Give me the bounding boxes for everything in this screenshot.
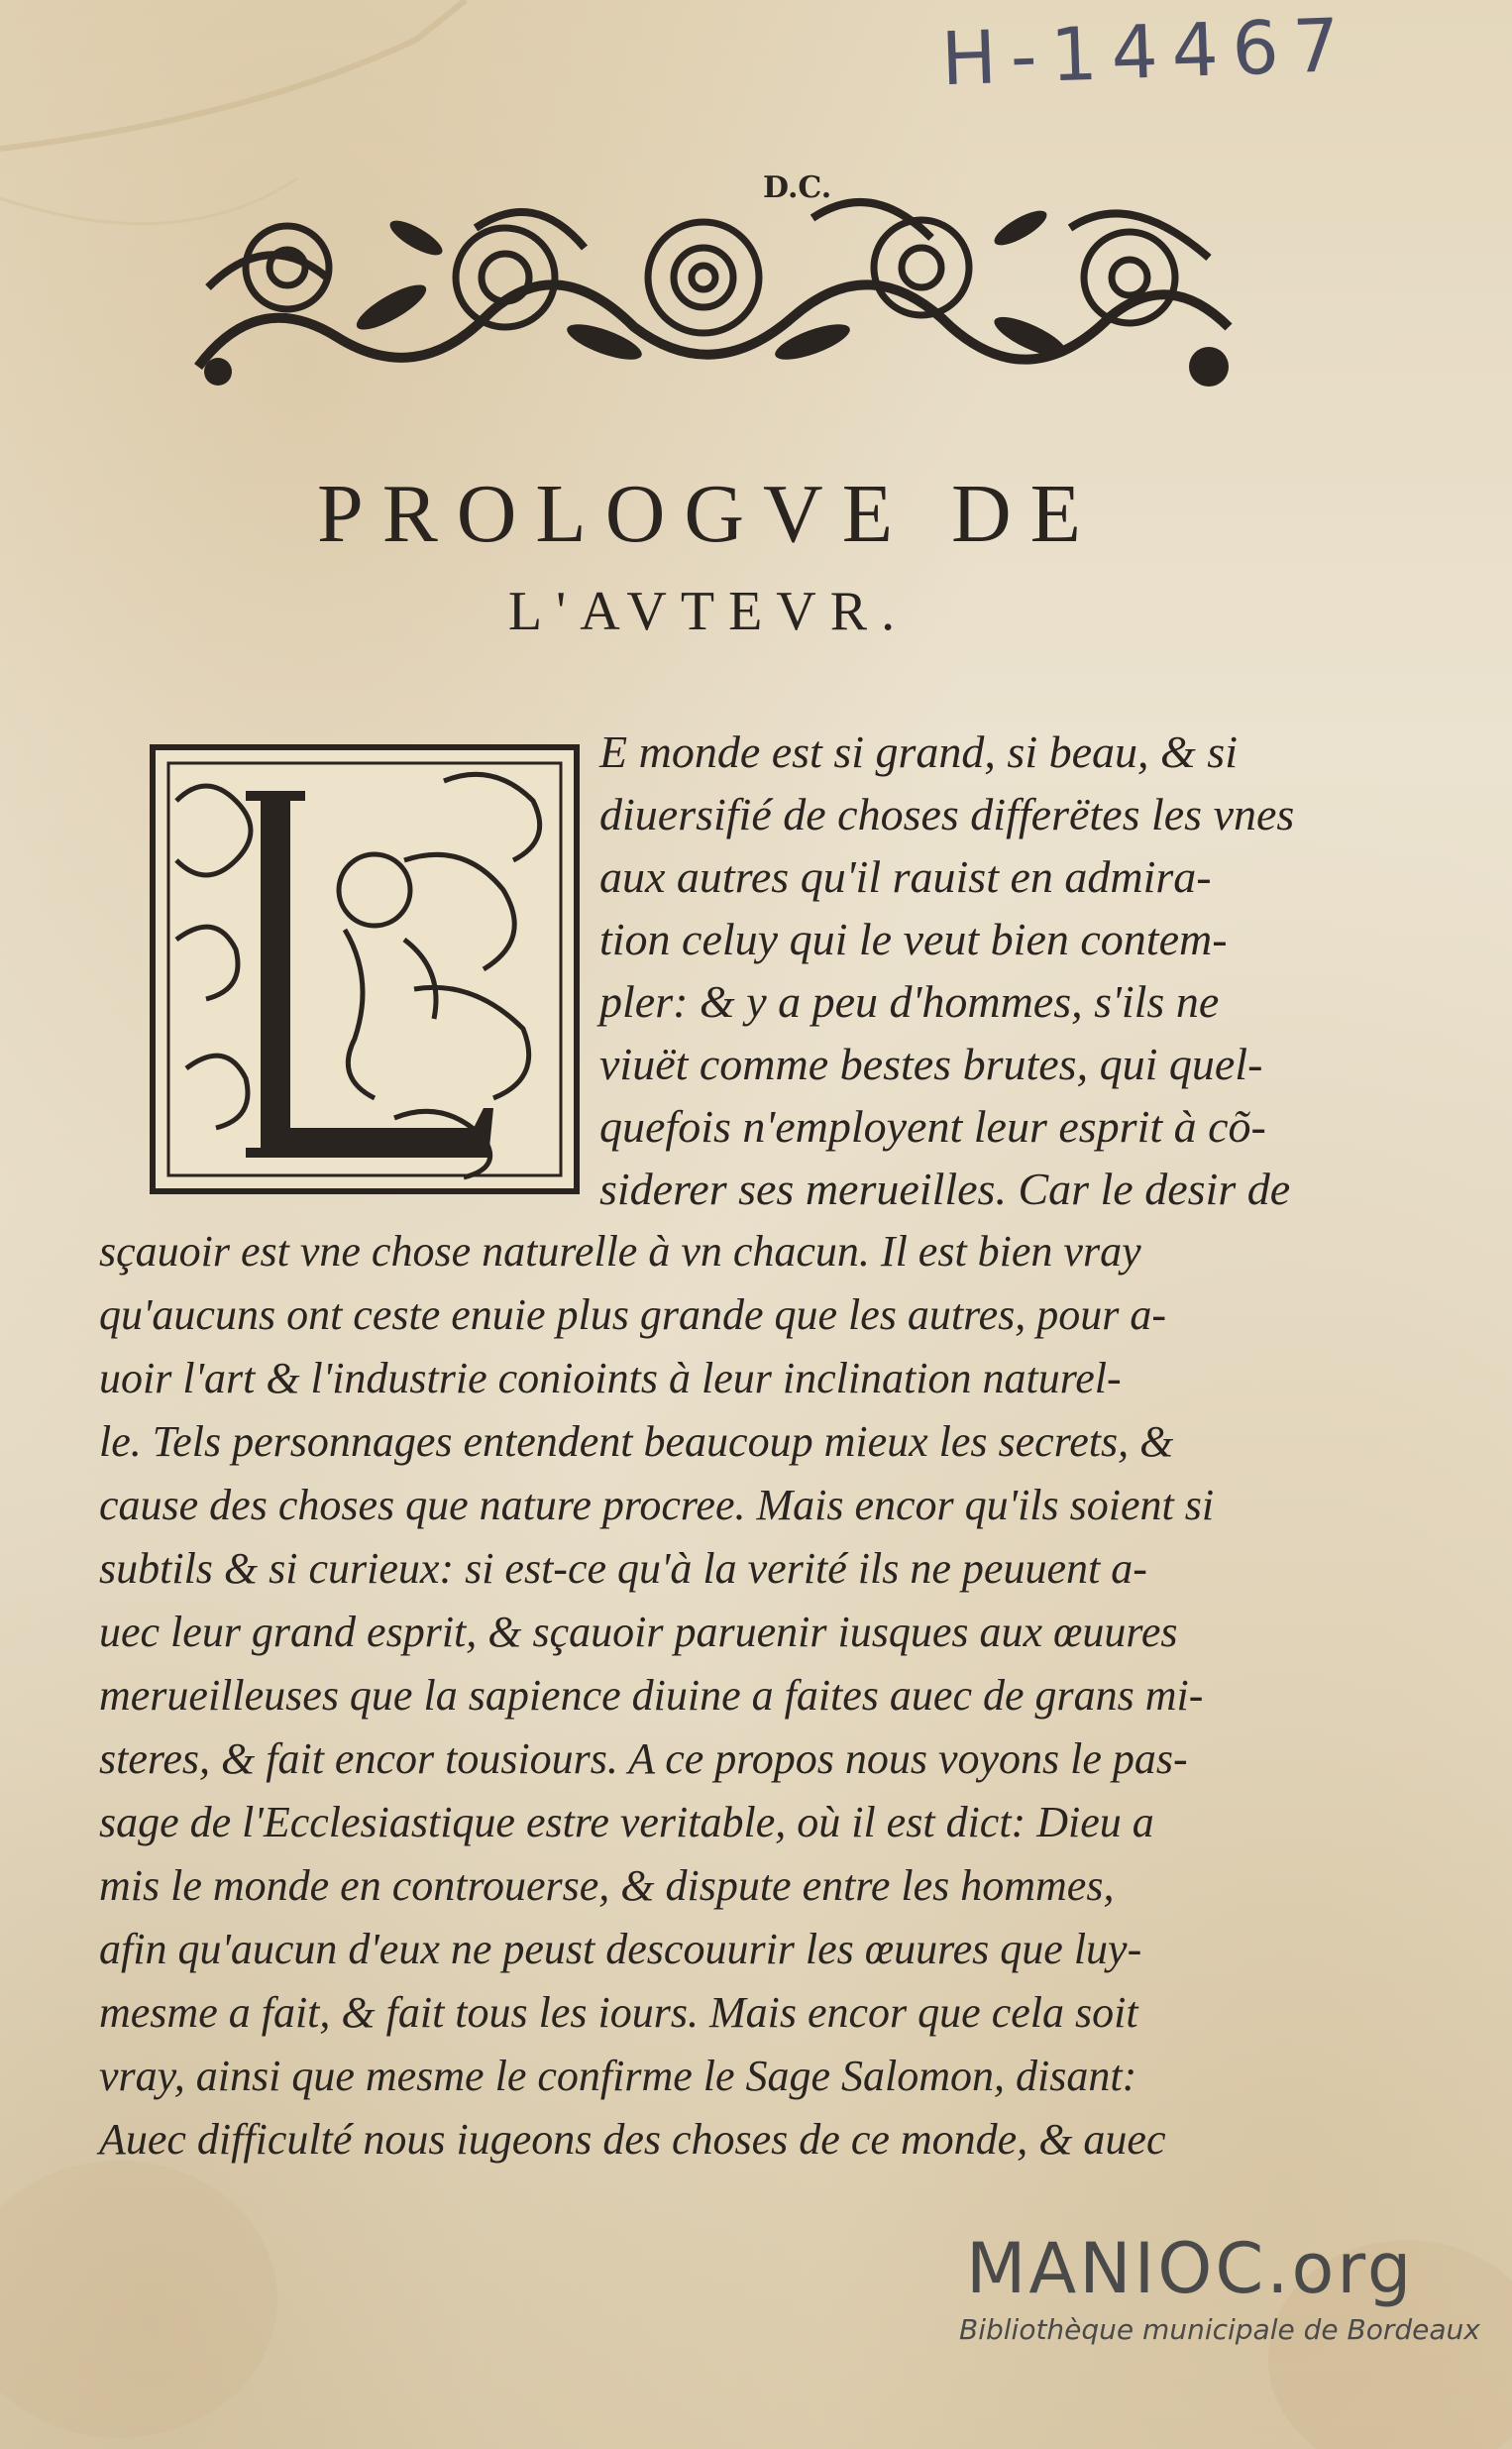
text-line: sage de l'Ecclesiastique estre veritable, où il est dict: Dieu a bbox=[99, 1798, 1154, 1846]
text-line: viuët comme bestes brutes, qui quel- bbox=[599, 1039, 1263, 1089]
text-line: pler: & y a peu d'hommes, s'ils ne bbox=[599, 976, 1220, 1027]
text-line: diuersifié de choses differëtes les vnes bbox=[599, 789, 1295, 839]
text-line: vray, ainsi que mesme le confirme le Sage Salomon, disant: bbox=[99, 2052, 1137, 2100]
text-line: steres, & fait encor tousiours. A ce propos nous voyons le pas- bbox=[99, 1734, 1188, 1783]
text-line: aux autres qu'il rauist en admira- bbox=[599, 851, 1212, 902]
text-line: siderer ses merueilles. Car le desir de bbox=[599, 1164, 1291, 1214]
text-line: mis le monde en controuerse, & dispute entre les hommes, bbox=[99, 1861, 1115, 1910]
text-line: subtils & si curieux: si est-ce qu'à la verité ils ne peuuent a- bbox=[99, 1544, 1147, 1593]
text-line: merueilleuses que la sapience diuine a faites auec de grans mi- bbox=[99, 1671, 1204, 1720]
page-title: PROLOGVE DE bbox=[317, 468, 1100, 560]
text-line: cause des choses que nature procree. Mais encor qu'ils soient si bbox=[99, 1481, 1215, 1529]
text-line: sçauoir est vne chose naturelle à vn chacun. Il est bien vray bbox=[99, 1227, 1141, 1276]
page-subtitle: L'AVTEVR. bbox=[507, 581, 910, 642]
text-line: qu'aucuns ont ceste enuie plus grande que les autres, pour a- bbox=[99, 1290, 1167, 1339]
floral-headpiece-ornament bbox=[178, 168, 1248, 406]
manioc-logo: MANIOC.org bbox=[966, 2228, 1415, 2309]
text-line: Auec difficulté nous iugeons des choses de ce monde, & auec bbox=[99, 2115, 1166, 2164]
text-line: uec leur grand esprit, & sçauoir paruenir iusques aux œuures bbox=[99, 1608, 1178, 1656]
text-line: tion celuy qui le veut bien contem- bbox=[599, 914, 1228, 964]
text-line: le. Tels personnages entendent beaucoup mieux les secrets, & bbox=[99, 1417, 1174, 1466]
shelfmark-annotation: H-14467 bbox=[939, 2, 1355, 103]
text-line: E monde est si grand, si beau, & si bbox=[599, 726, 1238, 777]
text-line: mesme a fait, & fait tous les iours. Mais encor que cela soit bbox=[99, 1988, 1138, 2037]
text-line: quefois n'employent leur esprit à cõ- bbox=[599, 1101, 1266, 1152]
signature-mark: D.C. bbox=[763, 170, 832, 205]
library-credit: Bibliothèque municipale de Bordeaux bbox=[959, 2313, 1480, 2346]
text-line: uoir l'art & l'industrie conioints à leur inclination naturel- bbox=[99, 1354, 1122, 1402]
text-line: afin qu'aucun d'eux ne peust descouurir les œuures que luy- bbox=[99, 1925, 1142, 1973]
decorated-initial-L bbox=[147, 741, 583, 1197]
